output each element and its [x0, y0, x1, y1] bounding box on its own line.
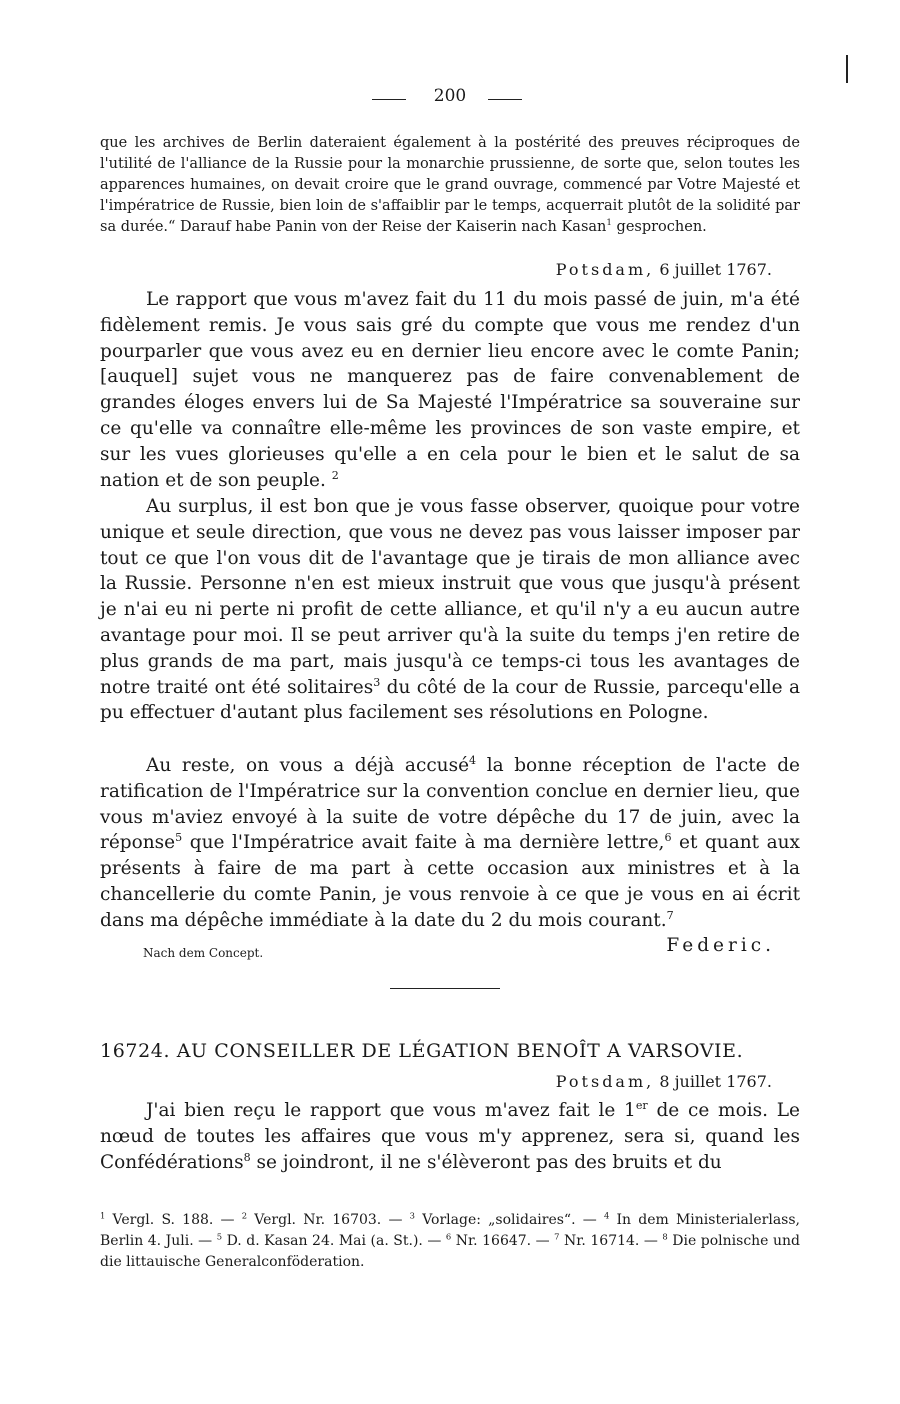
letter1-date: 6 juillet 1767.	[659, 260, 772, 279]
letter2-heading	[100, 1040, 800, 1062]
letter2-dateline	[556, 1072, 772, 1091]
letter1-paragraph-3: Au reste, on vous a déjà accusé$^4$ la bonne réception de l'acte de ratification de l'Impératrice sur la convention conclue en dernier lieu, que vous m'aviez envoyé à la suite de votre dépêche du 17 de juin, avec la réponse$^5$ que l'Impératrice avait faite à ma dernière lettre,$^6$ et quant aux présents à faire de ma part à cette occasion aux ministres et à la chancellerie du comte Panin, je vous renvoie à ce que je vous en ai écrit dans ma dépêche immédiate à la date du 2 du mois courant.$^7$	[100, 753, 800, 931]
top-passage: que les archives de Berlin dateraient également à la postérité des preuves réciproques de l'utilité de l'alliance de la Russie pour la monarchie prussienne, de sorte que, selon toutes les apparences humaines, on devait croire que le grand ouvrage, commencé par Votre Majesté et l'impératrice de Russie, bien loin de s'affaiblir par le temps, acquerrait plutôt de la solidité par sa durée.“ Darauf habe Panin von der Reise der Kaiserin nach Kasan$^1$ gesprochen.	[100, 135, 800, 235]
page-number-rule-right	[488, 99, 522, 100]
footnote-ref: 7	[666, 908, 674, 922]
letter2-number: 16724.	[100, 1040, 171, 1062]
signature: Federic.	[666, 935, 775, 956]
letter2-title: AU CONSEILLER DE LÉGATION BENOÎT A VARSOVIE.	[176, 1040, 744, 1062]
letter1-dateline	[556, 260, 772, 279]
section-divider	[390, 988, 500, 989]
source-note: Nach dem Concept.	[143, 946, 264, 960]
letter2-paragraph-1: J'ai bien reçu le rapport que vous m'avez fait le 1er de ce mois. Le nœud de toutes les affaires que vous m'y apprenez, sera si, quand les Confédérations$^8$ se joindront, il ne s'élèveront pas des bruits et du	[100, 1098, 800, 1173]
margin-mark	[846, 55, 848, 83]
footnote-ref: 1	[606, 218, 612, 229]
letter2-date: 8 juillet 1767.	[659, 1072, 772, 1091]
letter1-paragraph-1: Le rapport que vous m'avez fait du 11 du mois passé de juin, m'a été fidèlement remis. Je vous sais gré du compte que vous me rendez d'un pourparler que vous avez eu en dernier lieu encore avec le comte Panin; [auquel] sujet vous ne manquerez pas de faire convenablement de grandes éloges envers lui de Sa Majesté l'Impératrice sa souveraine sur ce qu'elle va connaître elle-même les provinces de son vaste empire, et sur les vues glorieuses qu'elle a en cela pour le bien et le salut de sa nation et de son peuple. $^2$	[100, 289, 800, 491]
footnotes: $^1$ Vergl. S. 188. — $^2$ Vergl. Nr. 16703. — $^3$ Vorlage: „solidaires“. — $^4$ In dem Ministerialerlass, Berlin 4. Juli. — $^5$ D. d. Kasan 24. Mai (a. St.). — $^6$ Nr. 16647. — $^7$ Nr. 16714. — $^8$ Die polnische und die littauische Generalconföderation.	[100, 1210, 800, 1270]
footnote-ref: 2	[331, 468, 339, 482]
letter2-place: Potsdam,	[555, 1072, 655, 1091]
footnote-ref: 4	[469, 753, 477, 767]
footnote-ref: 8	[243, 1150, 251, 1164]
footnote-ref: 5	[175, 831, 183, 845]
page-number: 200	[433, 86, 467, 106]
letter1-place: Potsdam,	[555, 260, 655, 279]
footnote-ref: 6	[664, 831, 672, 845]
footnote-ref: 3	[373, 675, 381, 689]
letter1-paragraph-2: Au surplus, il est bon que je vous fasse observer, quoique pour votre unique et seule direction, que vous ne devez pas vous laisser imposer par tout ce que l'on vous dit de l'avantage que je tirais de mon alliance avec la Russie. Personne n'en est mieux instruit que vous que jusqu'à présent je n'ai eu ni perte ni profit de cette alliance, et qu'il n'y a eu aucun autre avantage pour moi. Il se peut arriver qu'à la suite du temps j'en retire de plus grands de ma part, mais jusqu'à ce temps-ci tous les avantages de notre traité ont été solitaires$^3$ du côté de la cour de Russie, parcequ'elle a pu effectuer d'autant plus facilement ses résolutions en Pologne.	[100, 496, 801, 724]
